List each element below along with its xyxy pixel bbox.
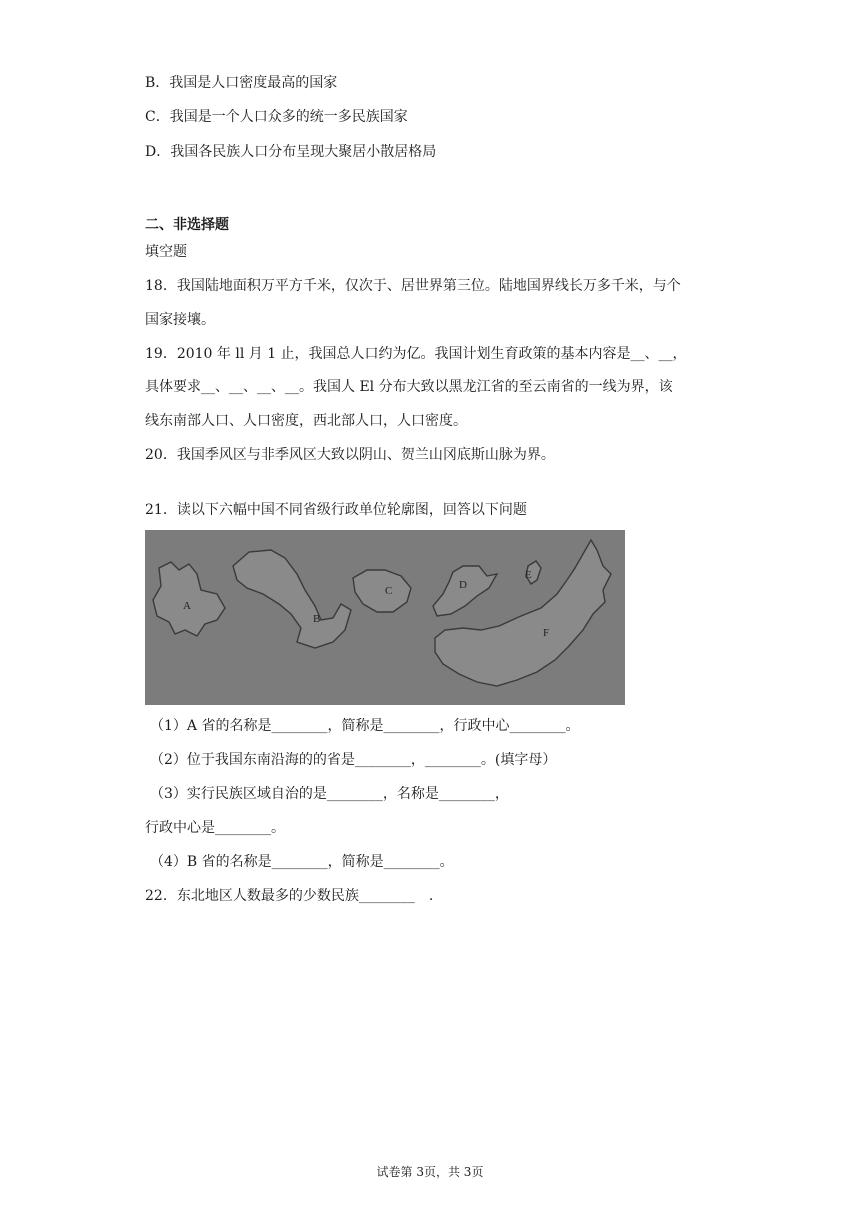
question-21-part-3-continued: 行政中心是________。	[145, 820, 285, 836]
option-c: C．我国是一个人口众多的统一多民族国家	[145, 109, 408, 125]
section-title: 二、非选择题	[145, 217, 229, 233]
map-label-a: A	[183, 600, 191, 612]
province-outline-map	[145, 530, 625, 705]
option-b: B．我国是人口密度最高的国家	[145, 75, 338, 91]
page-footer: 试卷第 3页，共 3页	[376, 1165, 484, 1179]
question-22: 22．东北地区人数最多的少数民族________ .	[145, 888, 434, 904]
question-21-prompt: 21．读以下六幅中国不同省级行政单位轮廓图，回答以下问题	[145, 502, 527, 518]
province-d-outline	[433, 566, 497, 616]
province-c-outline	[353, 570, 411, 612]
map-label-c: C	[385, 585, 393, 597]
question-21-part-3: （3）实行民族区域自治的是________，名称是________，	[150, 786, 509, 802]
question-18-line-1: 18．我国陆地面积万平方千米，仅次于、居世界第三位。陆地国界线长万多千米，与个	[145, 278, 681, 294]
question-21-part-1: （1）A 省的名称是________，简称是________，行政中心________。	[150, 718, 580, 734]
section-subtitle: 填空题	[145, 244, 187, 260]
province-a-outline	[153, 562, 225, 636]
province-f-outline	[435, 540, 611, 686]
question-21-part-2: （2）位于我国东南沿海的的省是________，________。(填字母）	[150, 752, 557, 768]
question-19-line-2: 具体要求__、__、__、__。我国人 El 分布大致以黑龙江省的至云南省的一线为界，该	[145, 379, 673, 395]
map-label-b: B	[313, 613, 321, 625]
province-b-outline	[233, 550, 351, 648]
map-label-e: E	[525, 569, 532, 581]
option-d: D．我国各民族人口分布呈现大聚居小散居格局	[145, 144, 437, 160]
map-label-d: D	[459, 579, 467, 591]
question-18-line-2: 国家接壤。	[145, 312, 215, 328]
map-label-f: F	[543, 627, 550, 639]
question-19-line-1: 19．2010 年 ll 月 1 止，我国总人口约为亿。我国计划生育政策的基本内容是__、__，	[145, 346, 687, 362]
question-20: 20．我国季风区与非季风区大致以阴山、贺兰山冈底斯山脉为界。	[145, 447, 555, 463]
question-19-line-3: 线东南部人口、人口密度，西北部人口，人口密度。	[145, 413, 467, 429]
question-21-part-4: （4）B 省的名称是________，简称是________。	[150, 854, 454, 870]
